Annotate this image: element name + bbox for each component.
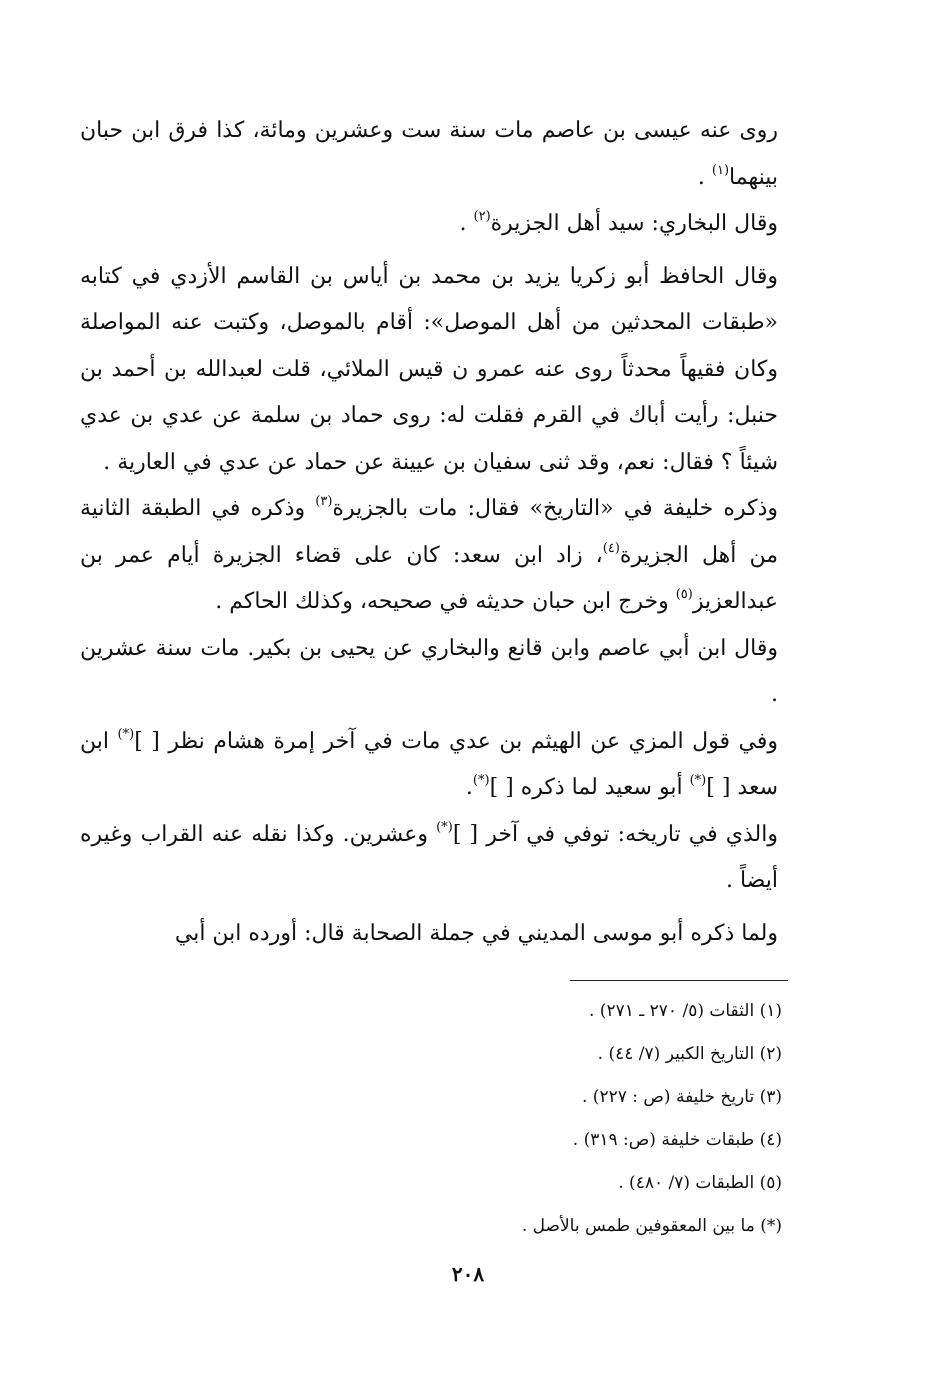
paragraph	[80, 201, 778, 248]
footnotes	[120, 990, 782, 1248]
paragraph	[80, 626, 778, 719]
paragraph-text: .	[465, 775, 473, 800]
paragraph-text: والذي في تاريخه: توفي في آخر [ ]	[452, 821, 778, 847]
paragraph-text: .	[459, 211, 474, 236]
footnote-marker: (٢)	[473, 209, 491, 224]
paragraph-text: وذكره خليفة في «التاريخ» فقال: مات بالجزيرة	[332, 496, 778, 521]
paragraph	[80, 486, 778, 626]
footnote: (٣) تاريخ خليفة (ص : ٢٢٧) .	[581, 1087, 782, 1107]
footnote-marker: (*)	[472, 773, 490, 788]
paragraph-text: روى عنه عيسى بن عاصم مات سنة ست وعشرين ومائة، كذا فرق ابن حبان بينهما	[80, 118, 778, 190]
paragraph	[80, 108, 778, 201]
footnote-marker: (*)	[117, 726, 135, 742]
paragraph-text: ابن سعد [ ]	[80, 728, 778, 800]
footnote-marker: (*)	[689, 773, 707, 788]
footnote-separator	[570, 980, 788, 981]
footnote-marker: (*)	[436, 819, 453, 835]
paragraph-text: وخرج ابن حبان حديثه في صحيحه، وكذلك الحاكم .	[215, 589, 676, 614]
footnote: (٤) طبقات خليفة (ص: ٣١٩) .	[572, 1130, 782, 1150]
paragraph	[80, 719, 778, 812]
paragraph-text: ولما ذكره أبو موسى المديني في جملة الصحابة قال: أورده ابن أبي	[174, 920, 778, 946]
footnote: (٢) التاريخ الكبير (٧/ ٤٤) .	[597, 1044, 782, 1064]
footnote-marker: (١)	[711, 162, 730, 178]
footnote: (*) ما بين المعقوفين طمس بالأصل .	[521, 1216, 782, 1236]
footnote: (٥) الطبقات (٧/ ٤٨٠) .	[618, 1173, 782, 1193]
paragraph-text: وقال ابن أبي عاصم وابن قانع والبخاري عن يحيى بن بكير. مات سنة عشرين .	[80, 635, 778, 707]
body-text	[80, 108, 778, 957]
paragraph-text: وعشرين. وكذا نقله عنه القراب وغيره أيضاً .	[80, 821, 778, 893]
paragraph-text: .	[697, 164, 712, 190]
paragraph	[80, 812, 778, 905]
paragraph-text: وقال الحافظ أبو زكريا يزيد بن محمد بن أياس بن القاسم الأزدي في كتابه «طبقات المحدثين من أهل الموصل»: أقام بالموصل، وكتبت عنه المواصلة وكان فقيهاً محدثاً روى عنه عمرو ن قيس الملائي، قلت لعبدالله بن أحمد بن حنبل: رأيت أباك في القرم فقلت له: روى حماد بن سلمة عن عدي بن عدي شيئاً ؟ فقال: نعم، وقد ثنى سفيان بن عيينة عن حماد عن عدي في العارية .	[80, 263, 778, 475]
paragraph-text: وذكره في الطبقة الثانية من أهل الجزيرة	[80, 496, 778, 568]
paragraph-text: وفي قول المزي عن الهيثم بن عدي مات في آخر إمرة هشام نظر [ ]	[134, 728, 778, 754]
paragraph-text: أبو سعيد لما ذكره [ ]	[489, 775, 690, 800]
footnote: (١) الثقات (٥/ ٢٧٠ ـ ٢٧١) .	[588, 1001, 782, 1021]
paragraph-text: ، زاد ابن سعد: كان على قضاء الجزيرة أيام عمر بن عبدالعزيز	[80, 542, 778, 614]
footnote-marker: (٣)	[315, 494, 333, 509]
footnote-marker: (٤)	[602, 540, 620, 556]
page-number: ٢٠٨	[451, 1262, 485, 1286]
paragraph	[80, 911, 778, 958]
footnote-marker: (٥)	[675, 587, 693, 602]
paragraph-text: وقال البخاري: سيد أهل الجزيرة	[490, 211, 778, 236]
paragraph	[80, 254, 778, 487]
